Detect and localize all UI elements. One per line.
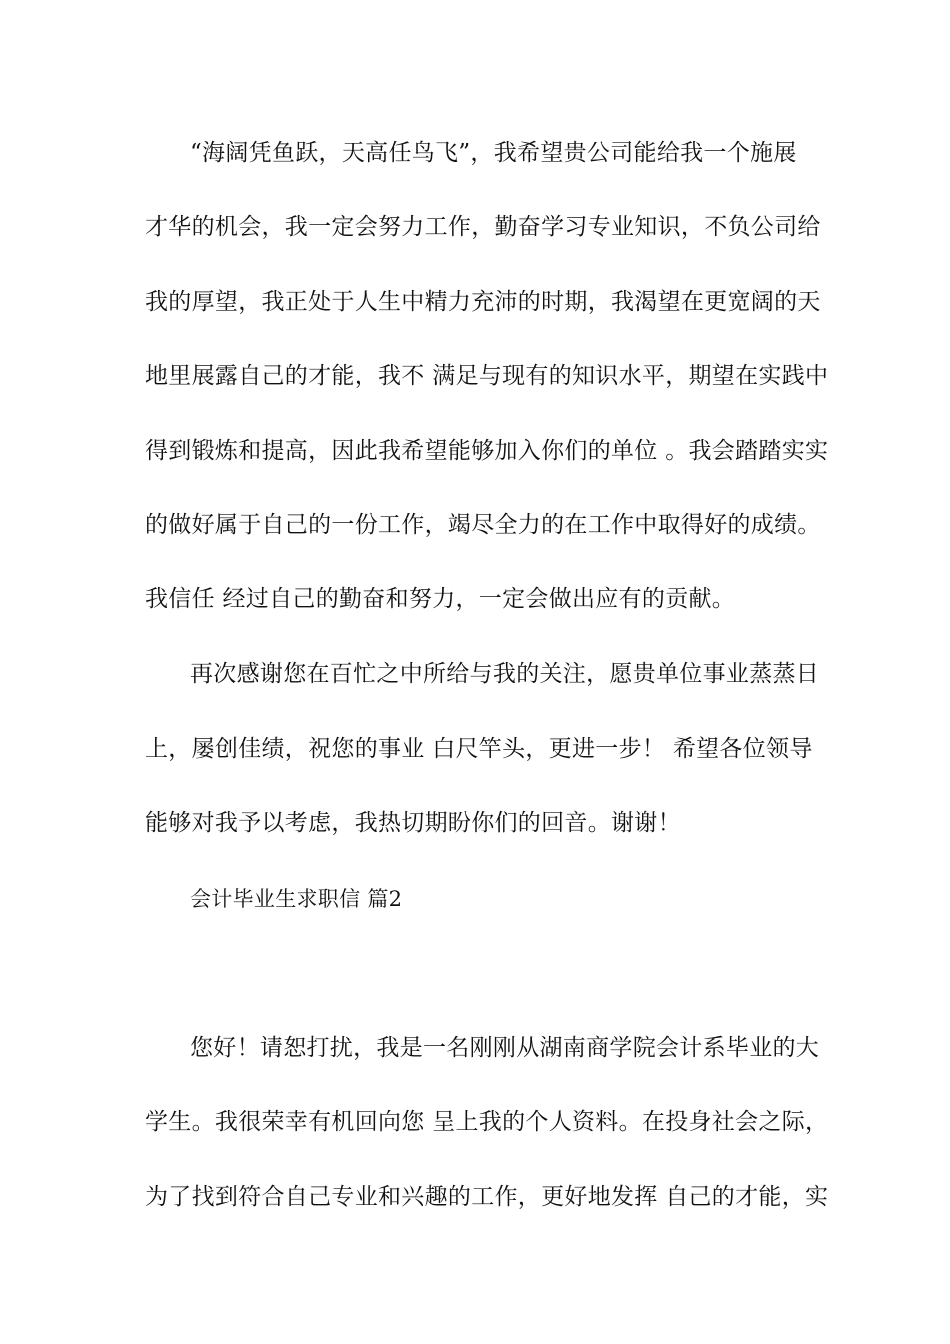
paragraph-line: 地里展露自己的才能，我不 满足与现有的知识水平，期望在实践中 [145,363,829,389]
paragraph-line: “海阔凭鱼跃，天高任鸟飞”，我希望贵公司能给我一个施展 [190,140,797,166]
paragraph-line: 我信任 经过自己的勤奋和努力，一定会做出应有的贡献。 [145,586,736,612]
paragraph-line: 我的厚望，我正处于人生中精力充沛的时期，我渴望在更宽阔的天 [145,289,821,315]
paragraph-line: 您好！请恕打扰，我是一名刚刚从湖南商学院会计系毕业的大 [190,1035,820,1061]
paragraph-line: 上，屡创佳绩，祝您的事业 白尺竿头，更进一步！ 希望各位领导 [145,736,813,762]
paragraph-line: 得到锻炼和提高，因此我希望能够加入你们的单位 。我会踏踏实实 [145,438,829,464]
paragraph-line: 的做好属于自己的一份工作，竭尽全力的在工作中取得好的成绩。 [145,512,821,538]
paragraph-line: 再次感谢您在百忙之中所给与我的关注，愿贵单位事业蒸蒸日 [190,661,820,687]
section-heading: 会计毕业生求职信 篇2 [190,887,403,911]
paragraph-line: 能够对我予以考虑，我热切期盼你们的回音。谢谢！ [145,810,681,836]
paragraph-line: 学生。我很荣幸有机回向您 呈上我的个人资料。在投身社会之际， [145,1109,829,1135]
paragraph-line: 才华的机会，我一定会努力工作，勤奋学习专业知识，不负公司给 [145,214,821,240]
paragraph-line: 为了找到符合自己专业和兴趣的工作，更好地发挥 自己的才能，实 [145,1184,829,1210]
